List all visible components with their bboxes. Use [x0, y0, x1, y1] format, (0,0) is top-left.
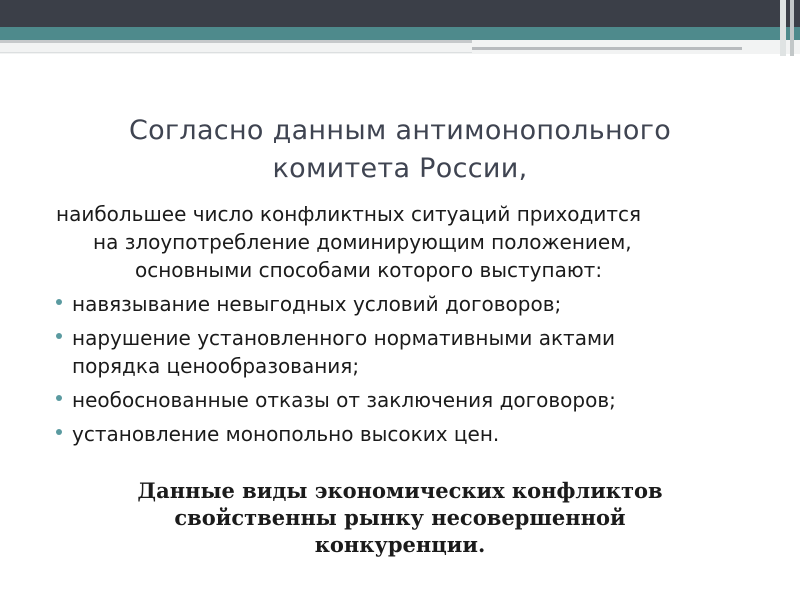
intro-line: наибольшее число конфликтных ситуаций приходится: [56, 202, 642, 226]
bullet-text-line: порядка ценообразования;: [72, 354, 360, 378]
slide-title: [40, 112, 760, 188]
intro-line: на злоупотребление доминирующим положением,: [93, 230, 632, 254]
header-accent-line: [472, 47, 742, 50]
bullet-item: [56, 324, 756, 380]
bullet-dot-icon: [56, 299, 62, 305]
bullet-text: [72, 324, 756, 380]
header-teal-band: [0, 27, 800, 40]
conclusion-text: [50, 477, 750, 558]
corner-accent-strip: [790, 0, 794, 56]
bullet-text-line: навязывание невыгодных условий договоров;: [72, 292, 562, 316]
slide-body: [56, 200, 756, 454]
bullet-text: [72, 290, 756, 318]
bullet-dot-icon: [56, 429, 62, 435]
bullet-list: [56, 290, 756, 448]
bullet-text-line: установление монопольно высоких цен.: [72, 422, 500, 446]
bullet-text: [72, 420, 756, 448]
bullet-dot-icon: [56, 395, 62, 401]
conclusion-line: конкуренции.: [314, 532, 486, 557]
bullet-text-line: нарушение установленного нормативными актами: [72, 326, 616, 350]
intro-paragraph: [56, 200, 756, 284]
slide-title-line: комитета России,: [272, 153, 528, 184]
slide-title-line: Согласно данным антимонопольного: [128, 115, 672, 146]
bullet-item: [56, 290, 756, 318]
conclusion-line: Данные виды экономических конфликтов: [137, 478, 663, 503]
conclusion-line: свойственны рынку несовершенной: [174, 505, 626, 530]
bullet-item: [56, 386, 756, 414]
bullet-text-line: необоснованные отказы от заключения договоров;: [72, 388, 616, 412]
header-dark-band: [0, 0, 800, 27]
header-accent-line: [0, 40, 472, 43]
intro-line: основными способами которого выступают:: [135, 258, 603, 282]
bullet-dot-icon: [56, 333, 62, 339]
corner-accent-strip: [780, 0, 786, 56]
bullet-text: [72, 386, 756, 414]
header-accent-line: [0, 52, 472, 53]
bullet-item: [56, 420, 756, 448]
